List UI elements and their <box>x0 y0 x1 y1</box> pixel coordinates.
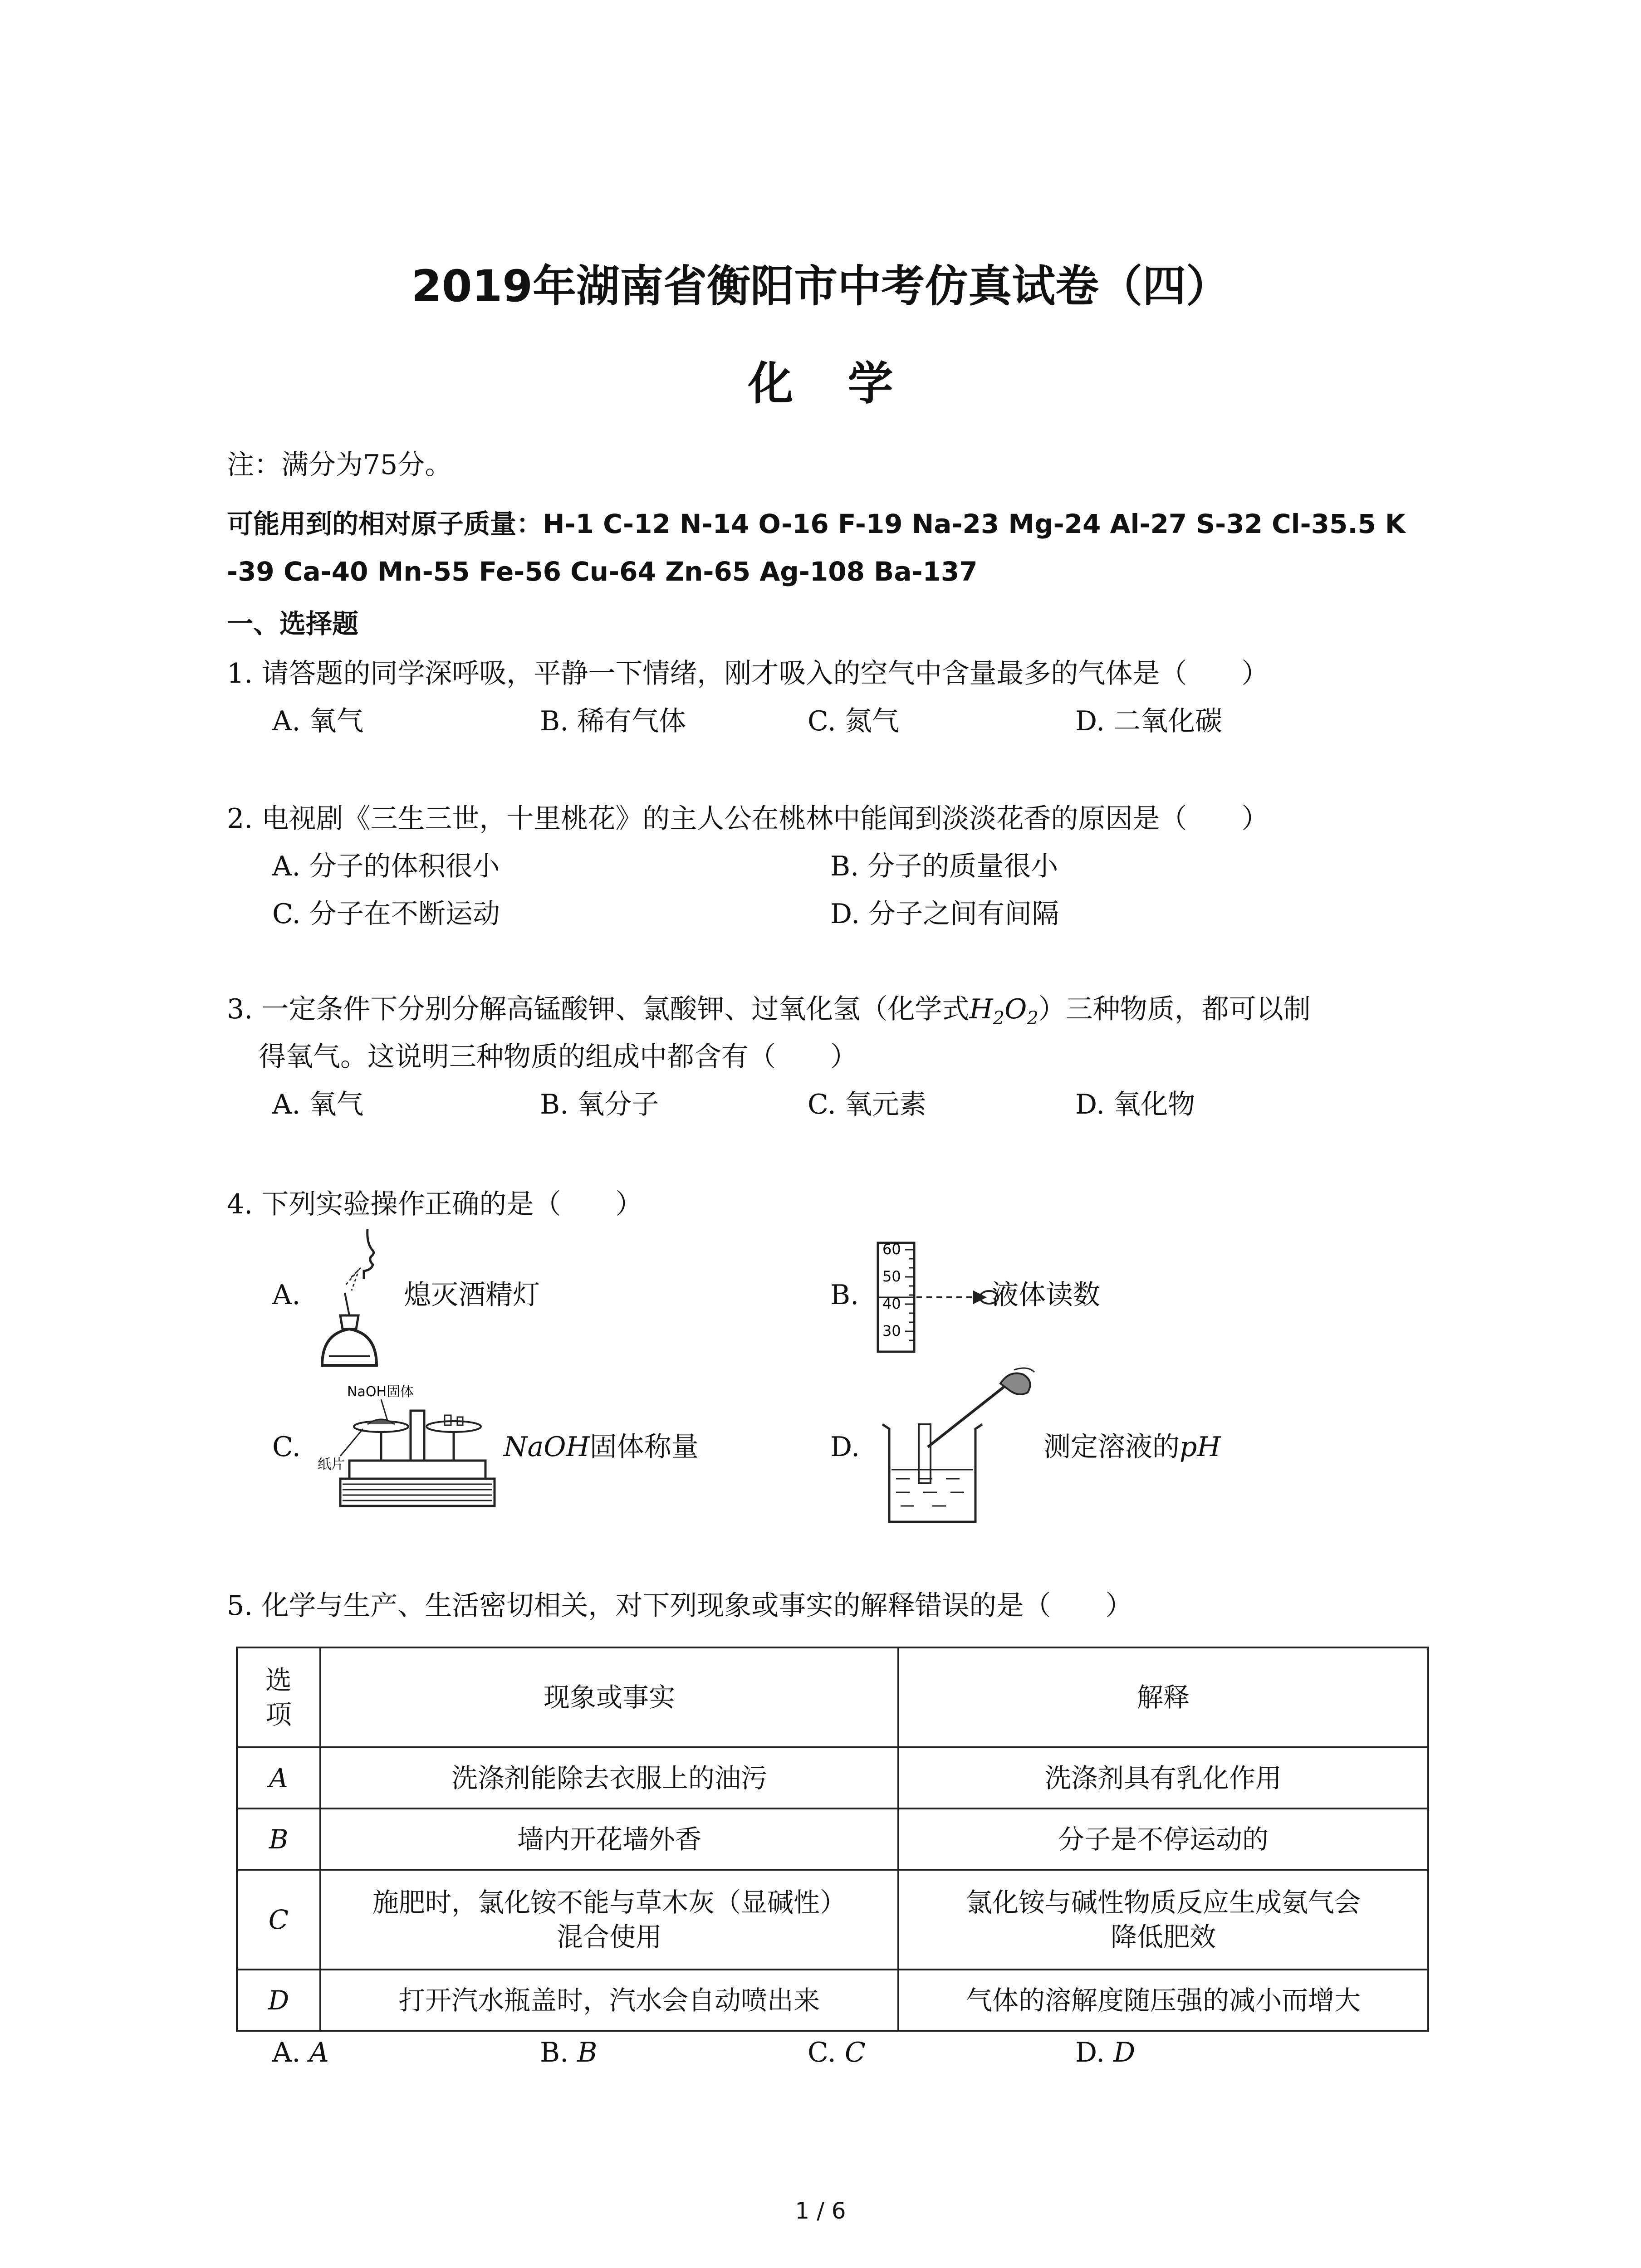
row-d-option: D <box>237 1970 320 2031</box>
row-b-fact: 墙内开花墙外香 <box>320 1809 898 1870</box>
q3-formula-sub-h: 2 <box>993 1008 1005 1029</box>
q2-option-c[interactable]: C. 分子在不断运动 <box>272 898 500 930</box>
q4-option-b-text: 液体读数 <box>991 1279 1100 1311</box>
row-c-fact-line-2: 混合使用 <box>556 1921 662 1952</box>
q3-option-d[interactable]: D. 氧化物 <box>1075 1089 1195 1120</box>
q3-option-b[interactable]: B. 氧分子 <box>540 1089 659 1120</box>
table-row <box>237 1870 1428 1970</box>
row-d-fact: 打开汽水瓶盖时，汽水会自动喷出来 <box>320 1970 898 2031</box>
cylinder-tick-40: 40 <box>882 1295 901 1312</box>
q2-option-d[interactable]: D. 分子之间有间隔 <box>830 898 1059 930</box>
q5-option-b-value: B <box>577 2037 598 2068</box>
graduated-cylinder-figure <box>873 1241 1009 1354</box>
score-note: 注：满分为75分。 <box>227 449 452 481</box>
header-option-line-2: 项 <box>265 1699 292 1730</box>
naoh-formula: NaOH <box>504 1431 590 1463</box>
q3-stem-text: 3. 一定条件下分别分解高锰酸钾、氯酸钾、过氧化氢（化学式 <box>227 993 970 1025</box>
q4-option-d-text <box>1043 1429 1221 1465</box>
row-c-explanation-line-1: 氯化铵与碱性物质反应生成氨气会 <box>965 1887 1361 1918</box>
q4-option-d-caption: 测定溶液的 <box>1043 1431 1180 1463</box>
ph-test-beaker-figure <box>878 1365 1041 1529</box>
q3-stem-text-end: ）三种物质，都可以制 <box>1038 993 1311 1025</box>
q5-option-a-value: A <box>309 2037 329 2068</box>
q1-stem: 1. 请答题的同学深呼吸，平静一下情绪，刚才吸入的空气中含量最多的气体是（ ） <box>227 658 1269 689</box>
atomic-mass-line-1: 可能用到的相对原子质量：H-1 C-12 N-14 O-16 F-19 Na-23 Mg-24 Al-27 S-32 Cl-35.5 K <box>227 508 1406 539</box>
q4-option-a-letter[interactable]: A. <box>272 1279 301 1311</box>
paper-label: 纸片 <box>318 1457 345 1472</box>
row-c-explanation <box>898 1870 1428 1970</box>
naoh-solid-label: NaOH固体 <box>347 1384 414 1400</box>
table-header-row <box>237 1647 1428 1747</box>
q1-option-b[interactable]: B. 稀有气体 <box>540 705 686 737</box>
q5-table <box>236 1647 1429 2032</box>
ph-formula: pH <box>1180 1431 1221 1463</box>
table-row <box>237 1970 1428 2031</box>
cylinder-tick-30: 30 <box>882 1322 901 1339</box>
q5-option-c-letter: C. <box>808 2037 836 2068</box>
alcohol-lamp-blowing-figure <box>313 1225 413 1374</box>
balance-scale-figure <box>313 1379 504 1515</box>
subject-heading: 化学 <box>748 357 948 410</box>
q4-option-d-letter[interactable]: D. <box>830 1431 860 1463</box>
q4-stem: 4. 下列实验操作正确的是（ ） <box>227 1188 643 1220</box>
atomic-mass-line-2: -39 Ca-40 Mn-55 Fe-56 Cu-64 Zn-65 Ag-108 Ba-137 <box>227 556 978 587</box>
header-option <box>237 1647 320 1747</box>
q5-stem: 5. 化学与生产、生活密切相关，对下列现象或事实的解释错误的是（ ） <box>227 1590 1133 1622</box>
header-option-line-1: 选 <box>265 1665 292 1696</box>
q2-option-b[interactable]: B. 分子的质量很小 <box>830 850 1058 882</box>
q5-option-a[interactable] <box>272 2034 329 2071</box>
row-c-option: C <box>237 1870 320 1970</box>
q4-option-a-text: 熄灭酒精灯 <box>404 1279 540 1311</box>
row-d-explanation: 气体的溶解度随压强的减小而增大 <box>898 1970 1428 2031</box>
q4-option-c-text <box>504 1429 699 1465</box>
q5-option-b-letter: B. <box>540 2037 569 2068</box>
q5-option-a-letter: A. <box>272 2037 301 2068</box>
q3-option-c[interactable]: C. 氧元素 <box>808 1089 926 1120</box>
q1-option-d[interactable]: D. 二氧化碳 <box>1075 705 1223 737</box>
q5-option-c-value: C <box>844 2037 866 2068</box>
row-c-explanation-line-2: 降低肥效 <box>1110 1921 1216 1952</box>
q3-formula-o: O <box>1004 993 1027 1025</box>
header-fact: 现象或事实 <box>320 1647 898 1747</box>
table-row <box>237 1809 1428 1870</box>
q4-option-c-caption: 固体称量 <box>589 1431 699 1463</box>
q5-option-d-value: D <box>1113 2037 1136 2068</box>
row-c-fact <box>320 1870 898 1970</box>
q3-stem-line-1 <box>227 991 1311 1036</box>
row-a-option: A <box>237 1747 320 1809</box>
q3-stem-line-2: 得氧气。这说明三种物质的组成中都含有（ ） <box>259 1041 857 1073</box>
q2-option-a[interactable]: A. 分子的体积很小 <box>272 850 500 882</box>
row-a-fact: 洗涤剂能除去衣服上的油污 <box>320 1747 898 1809</box>
table-row <box>237 1747 1428 1809</box>
cylinder-tick-50: 50 <box>882 1268 901 1285</box>
q3-formula-sub-o: 2 <box>1027 1008 1038 1029</box>
row-b-option: B <box>237 1809 320 1870</box>
cylinder-tick-60: 60 <box>882 1241 901 1258</box>
q1-option-c[interactable]: C. 氮气 <box>808 705 899 737</box>
row-a-explanation: 洗涤剂具有乳化作用 <box>898 1747 1428 1809</box>
q4-option-c-letter[interactable]: C. <box>272 1431 301 1463</box>
q5-option-d-letter: D. <box>1075 2037 1105 2068</box>
q3-formula-h: H <box>969 993 993 1025</box>
q3-formula <box>969 993 1038 1029</box>
q3-option-a[interactable]: A. 氧气 <box>272 1089 364 1120</box>
q5-option-c[interactable] <box>808 2034 866 2071</box>
header-explanation: 解释 <box>898 1647 1428 1747</box>
q1-option-a[interactable]: A. 氧气 <box>272 705 364 737</box>
page-title: 2019年湖南省衡阳市中考仿真试卷（四） <box>411 261 1230 312</box>
q5-option-b[interactable] <box>540 2034 597 2071</box>
row-c-fact-line-1: 施肥时，氯化铵不能与草木灰（显碱性） <box>372 1887 846 1918</box>
section-heading: 一、选择题 <box>227 608 359 639</box>
q2-stem: 2. 电视剧《三生三世，十里桃花》的主人公在桃林中能闻到淡淡花香的原因是（ ） <box>227 803 1269 835</box>
q5-option-d[interactable] <box>1075 2034 1135 2071</box>
row-b-explanation: 分子是不停运动的 <box>898 1809 1428 1870</box>
q4-option-b-letter[interactable]: B. <box>830 1279 859 1311</box>
page-number: 1 / 6 <box>795 2198 846 2224</box>
